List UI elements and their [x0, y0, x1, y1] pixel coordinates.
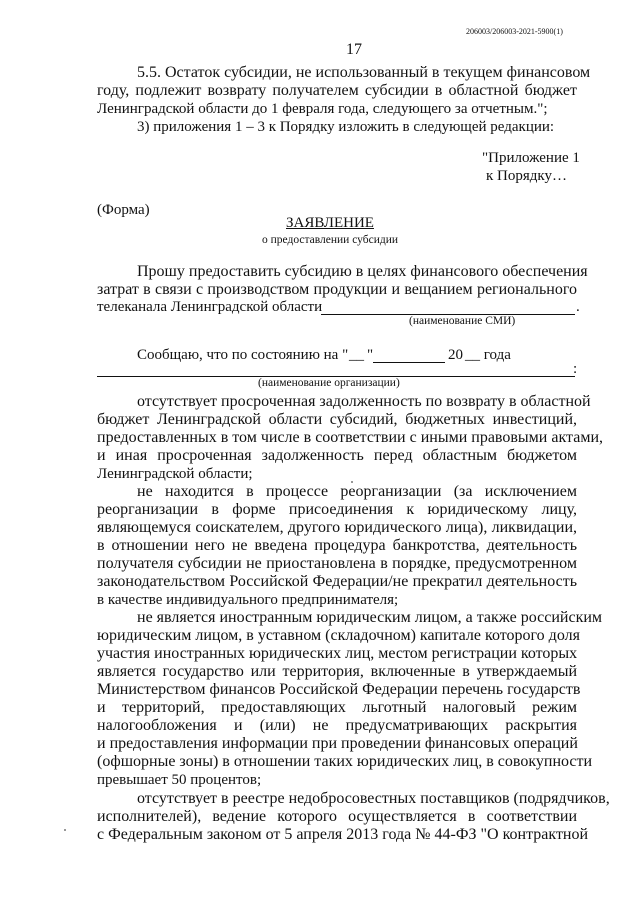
p55-line-2: году, подлежит возврату получателем субсидии в областной бюджет [97, 82, 577, 99]
b2-line-2: реорганизации в форме присоединения к юридическому лицу, [97, 501, 577, 518]
b3-line-2: юридическим лицом, в уставном (складочном) капитале которого доля [97, 627, 580, 644]
b2-line-5: получателя субсидии не приостановлена в порядке, предусмотренном [97, 555, 577, 572]
b2-line-4: в отношении него не введена процедура банкротства, деятельность [97, 537, 577, 554]
b3-line-1: не является иностранным юридическим лицом, а также российским [137, 609, 603, 626]
document-title: ЗАЯВЛЕНИЕ [286, 215, 374, 231]
page-number: 17 [346, 41, 362, 58]
b2-line-7: в качестве индивидуального предпринимателя; [97, 592, 399, 608]
b3-line-8: и предоставления информации при проведении финансовых операций [97, 735, 578, 752]
document-number: 206003/206003-2021-5900(1) [466, 27, 563, 36]
report-year-prefix: 20 [448, 347, 463, 363]
b1-line-5: Ленинградской области; [97, 466, 253, 482]
b3-line-9: (офшорные зоны) в отношении таких юридических лиц, в совокупности [97, 753, 593, 770]
request-line-3: телеканала Ленинградской области [97, 299, 323, 315]
b3-line-4: является государство или территория, включенные в утверждаемый [97, 663, 577, 680]
report-colon: : [573, 361, 578, 377]
request-line-1: Прошу предоставить субсидию в целях финансового обеспечения [137, 263, 588, 280]
report-year-suffix: __ года [465, 347, 511, 363]
b3-line-7: налогообложения и (или) не предусматривающих раскрытия [97, 717, 577, 734]
request-line-2: затрат в связи с производством продукции и вещанием регионального [97, 281, 577, 298]
b1-line-4: и иная просроченная задолженность перед областным бюджетом [97, 447, 577, 464]
b4-line-2: исполнителей), ведение которого осуществляется в соответствии [97, 808, 577, 825]
report-prefix: Сообщаю, что по состоянию на " [137, 347, 349, 363]
b3-line-3: участия иностранных юридических лиц, местом регистрации которых [97, 645, 578, 662]
b2-line-1: не находится в процессе реорганизации (за исключением [137, 483, 577, 500]
report-day-blank[interactable]: __ [349, 347, 364, 363]
p55-line-3: Ленинградской области до 1 февраля года, следующего за отчетным."; [97, 101, 548, 117]
media-name-hint: (наименование СМИ) [409, 315, 516, 327]
p3-line: 3) приложения 1 – 3 к Порядку изложить в следующей редакции: [137, 119, 555, 135]
form-label: (Форма) [97, 202, 150, 218]
report-quote: " [367, 347, 374, 363]
b1-line-3: предоставленных в том числе в соответствии с иными правовыми актами, [97, 429, 604, 446]
request-line-3-end: . [576, 299, 580, 315]
b3-line-6: и территорий, предоставляющих льготный налоговый режим [97, 699, 577, 716]
scan-speck [64, 829, 66, 831]
b1-line-1: отсутствует просроченная задолженность по возврату в областной [137, 393, 591, 410]
b2-line-6: законодательством Российской Федерации/не прекратил деятельность [97, 573, 577, 590]
report-month-blank[interactable] [373, 362, 445, 363]
b2-line-3: являющемуся соискателем, другого юридического лица), ликвидации, [97, 519, 577, 536]
document-subtitle: о предоставлении субсидии [261, 234, 399, 246]
organization-name-hint: (наименование организации) [258, 377, 400, 389]
b1-line-2: бюджет Ленинградской области субсидий, бюджетных инвестиций, [97, 411, 577, 428]
scan-speck [351, 481, 353, 483]
p55-line-1: 5.5. Остаток субсидии, не использованный в текущем финансовом [137, 64, 591, 81]
b3-line-5: Министерством финансов Российской Федерации перечень государств [97, 681, 581, 698]
appendix-line-1: "Приложение 1 [482, 150, 580, 166]
b4-line-3: с Федеральным законом от 5 апреля 2013 года № 44-ФЗ "О контрактной [97, 826, 589, 843]
appendix-line-2: к Порядку… [486, 168, 567, 184]
b3-line-10: превышает 50 процентов; [97, 772, 262, 788]
b4-line-1: отсутствует в реестре недобросовестных поставщиков (подрядчиков, [137, 790, 610, 807]
